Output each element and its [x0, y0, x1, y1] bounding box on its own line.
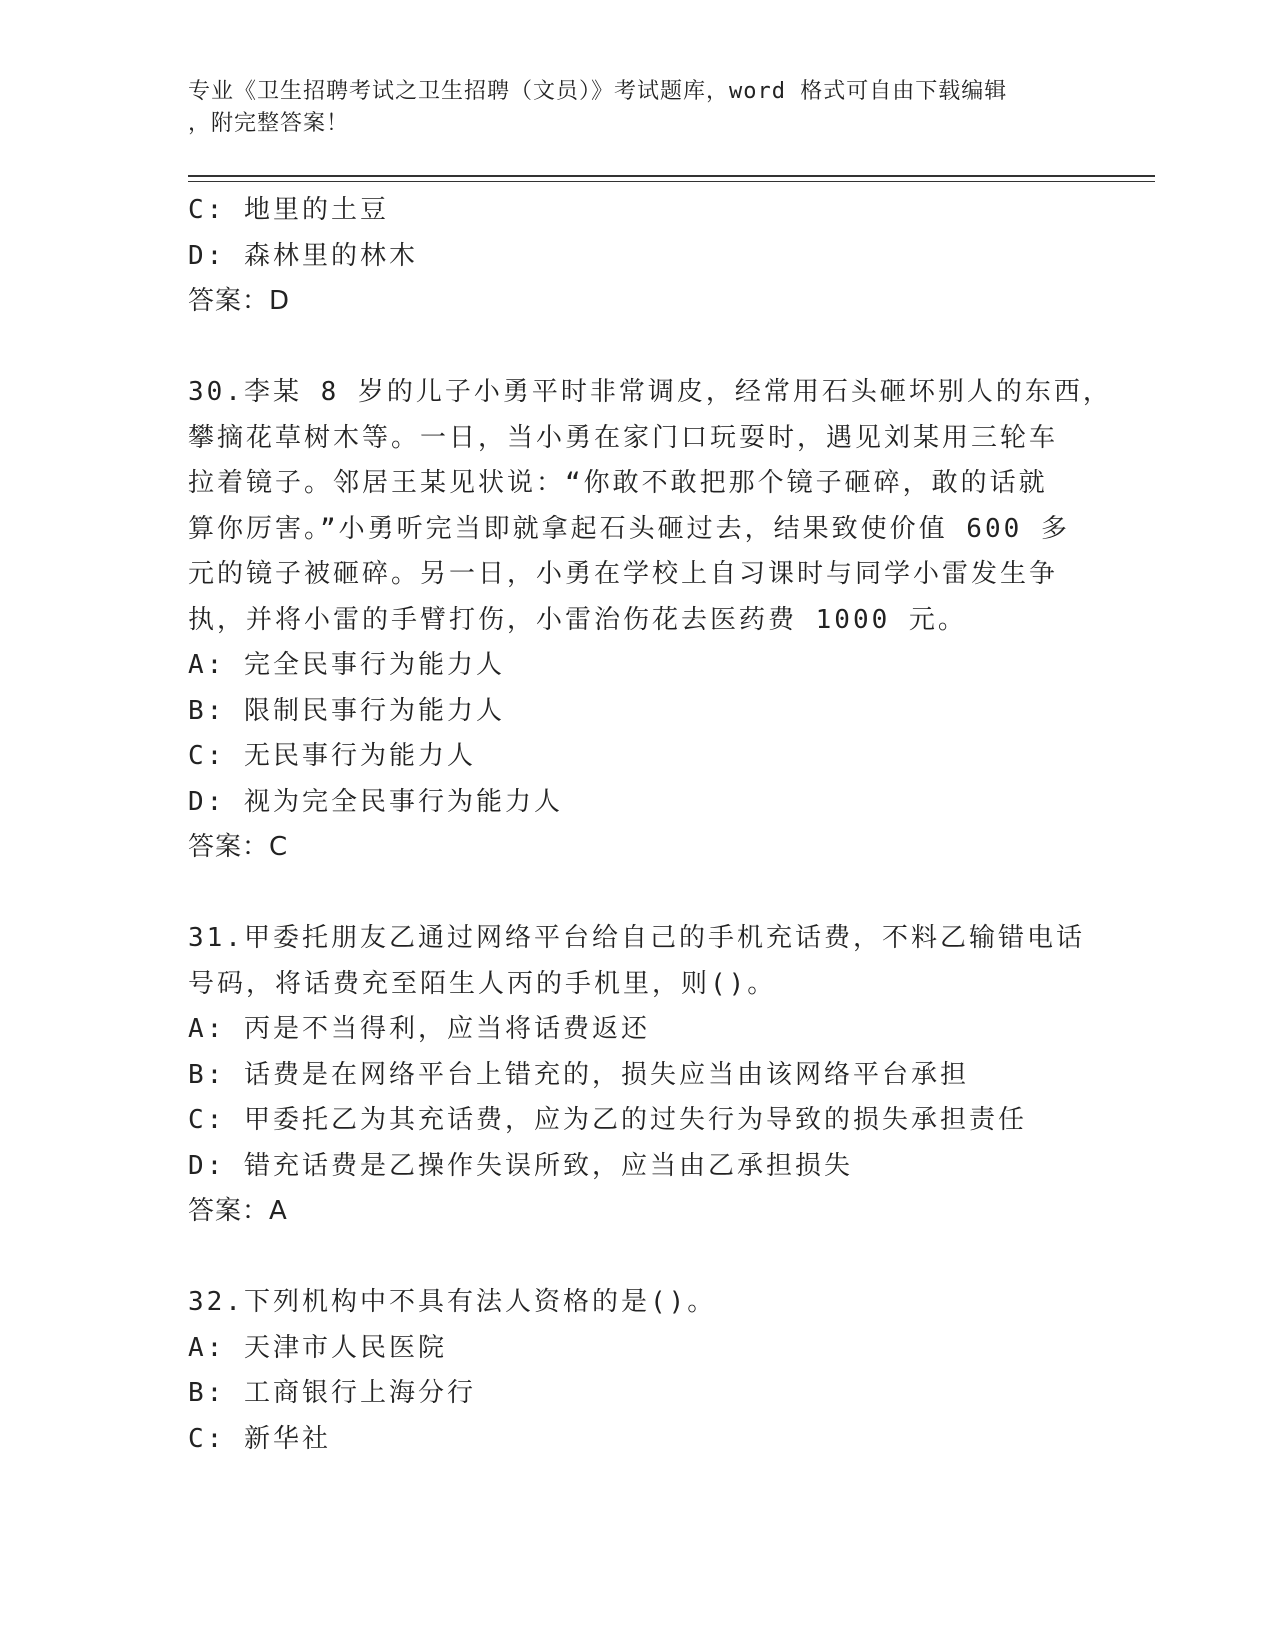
question-31	[188, 916, 1118, 1235]
spacer	[188, 871, 1118, 917]
question-text-line: 32.下列机构中不具有法人资格的是()。	[188, 1287, 717, 1317]
question-text-line: 号码，将话费充至陌生人丙的手机里，则()。	[188, 968, 777, 999]
question-text-line: 攀摘花草树木等。一日，当小勇在家门口玩耍时，遇见刘某用三轮车	[188, 422, 1059, 453]
header-line-1: 专业《卫生招聘考试之卫生招聘（文员）》考试题库，word 格式可自由下载编辑	[188, 79, 1008, 104]
answer-line: 答案：D	[188, 286, 291, 316]
question-text-line: 算你厉害。”小勇听完当即就拿起石头砸过去，结果致使价值 600 多	[188, 513, 1070, 544]
option-d: D: 视为完全民事行为能力人	[188, 786, 563, 817]
question-text-line: 拉着镜子。邻居王某见状说：“你敢不敢把那个镜子砸碎，敢的话就	[188, 468, 1048, 498]
option-d: D: 错充话费是乙操作失误所致，应当由乙承担损失	[188, 1150, 853, 1181]
header-line-2: ，附完整答案！	[188, 111, 350, 136]
option-c: C: 地里的土豆	[188, 195, 389, 225]
option-b: B: 话费是在网络平台上错充的，损失应当由该网络平台承担	[188, 1059, 969, 1090]
spacer	[188, 1235, 1118, 1281]
question-text-line: 元的镜子被砸碎。另一日，小勇在学校上自习课时与同学小雷发生争	[188, 559, 1059, 589]
answer-line: 答案：A	[188, 1196, 288, 1226]
answer-line: 答案：C	[188, 832, 289, 862]
previous-question-tail	[188, 188, 1118, 325]
spacer	[188, 325, 1118, 371]
question-text-line: 30.李某 8 岁的儿子小勇平时非常调皮，经常用石头砸坏别人的东西，	[188, 377, 1112, 407]
question-text-line: 31.甲委托朋友乙通过网络平台给自己的手机充话费，不料乙输错电话	[188, 923, 1085, 953]
option-d: D: 森林里的林木	[188, 240, 418, 271]
option-a: A: 完全民事行为能力人	[188, 650, 505, 680]
question-30	[188, 370, 1118, 871]
question-content	[188, 188, 1118, 1462]
question-text-line: 执，并将小雷的手臂打伤，小雷治伤花去医药费 1000 元。	[188, 604, 967, 635]
option-a: A: 丙是不当得利，应当将话费返还	[188, 1014, 650, 1044]
option-a: A: 天津市人民医院	[188, 1332, 447, 1363]
option-b: B: 工商银行上海分行	[188, 1378, 476, 1408]
option-b: B: 限制民事行为能力人	[188, 695, 505, 726]
option-c: C: 新华社	[188, 1423, 331, 1454]
page-header	[188, 76, 1088, 140]
header-divider-thick	[188, 175, 1155, 177]
option-c: C: 甲委托乙为其充话费，应为乙的过失行为导致的损失承担责任	[188, 1105, 1027, 1135]
question-32	[188, 1280, 1118, 1462]
option-c: C: 无民事行为能力人	[188, 741, 476, 771]
header-divider-thin	[188, 181, 1155, 182]
